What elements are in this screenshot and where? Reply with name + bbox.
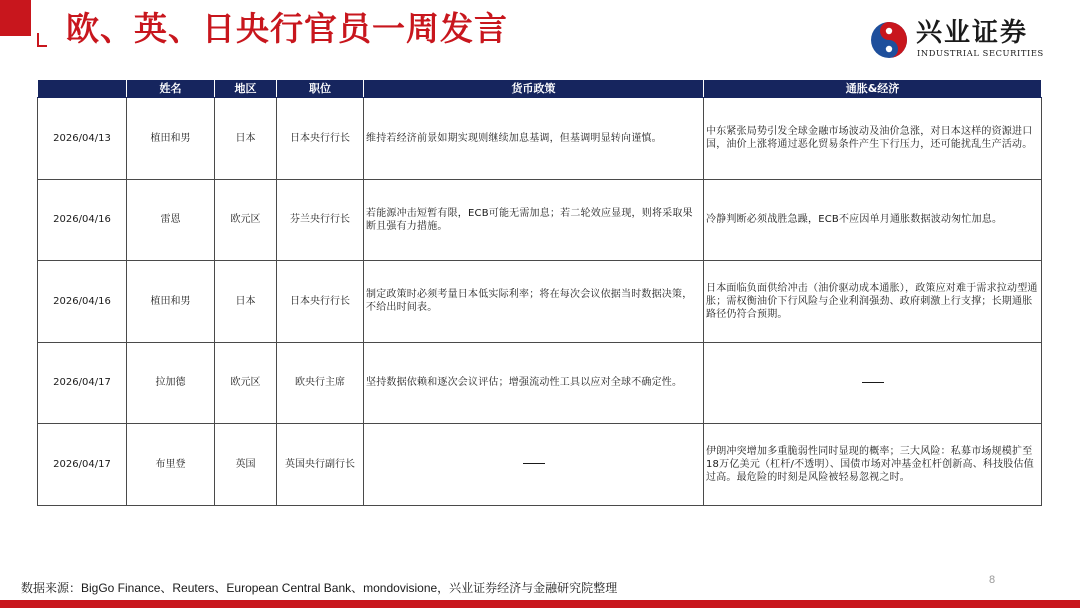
table-header-row — [38, 80, 1042, 98]
cell-monetary-policy: 制定政策时必须考量日本低实际利率；将在每次会议依据当时数据决策，不给出时间表。 — [364, 261, 704, 343]
speeches-table-container — [37, 79, 1041, 506]
speeches-table — [37, 79, 1042, 506]
cell-position: 芬兰央行行长 — [277, 179, 364, 261]
cell-name: 拉加德 — [127, 342, 215, 424]
cell-inflation-economy: 冷静判断必须战胜急躁，ECB不应因单月通胀数据波动匆忙加息。 — [704, 179, 1042, 261]
cell-position: 日本央行行长 — [277, 261, 364, 343]
cell-inflation-economy: 中东紧张局势引发全球金融市场波动及油价急涨，对日本这样的资源进口国，油价上涨将通过恶化贸易条件产生下行压力，还可能扰乱生产活动。 — [704, 98, 1042, 180]
cell-region: 欧元区 — [215, 179, 277, 261]
cell-region: 日本 — [215, 98, 277, 180]
empty-dash — [523, 463, 545, 464]
cell-date: 2026/04/17 — [38, 424, 127, 506]
cell-region: 日本 — [215, 261, 277, 343]
table-row — [38, 342, 1042, 424]
cell-inflation-economy: 伊朗冲突增加多重脆弱性同时显现的概率；三大风险：私募市场规模扩至18万亿美元（杠杆/不透明）、国债市场对冲基金杠杆创新高、科技股估值过高。最危险的时刻是风险被轻易忽视之时。 — [704, 424, 1042, 506]
cell-date: 2026/04/17 — [38, 342, 127, 424]
bottom-accent-bar — [0, 600, 1080, 608]
logo-chinese-name: 兴业证券 — [916, 18, 1029, 48]
cell-monetary-policy: 维持若经济前景如期实现则继续加息基调，但基调明显转向谨慎。 — [364, 98, 704, 180]
empty-dash — [862, 382, 884, 383]
cell-name: 植田和男 — [127, 261, 215, 343]
column-header-date — [38, 80, 127, 98]
data-source-note: 数据来源：BigGo Finance、Reuters、European Central Bank、mondovisione，兴业证券经济与金融研究院整理 — [21, 581, 618, 595]
page-title: 欧、英、日央行官员一周发言 — [66, 9, 508, 48]
cell-name: 雷恩 — [127, 179, 215, 261]
company-logo — [870, 17, 1060, 61]
corner-accent-block — [0, 0, 31, 36]
column-header-position: 职位 — [277, 80, 364, 98]
cell-name: 植田和男 — [127, 98, 215, 180]
page-number: 8 — [989, 574, 996, 586]
logo-english-name: INDUSTRIAL SECURITIES — [917, 48, 1044, 58]
logo-mark-icon — [870, 21, 908, 59]
table-row — [38, 424, 1042, 506]
cell-date: 2026/04/16 — [38, 261, 127, 343]
corner-bracket-accent — [37, 33, 47, 47]
cell-region: 欧元区 — [215, 342, 277, 424]
column-header-region: 地区 — [215, 80, 277, 98]
cell-monetary-policy-empty — [364, 424, 704, 506]
cell-position: 欧央行主席 — [277, 342, 364, 424]
cell-monetary-policy: 坚持数据依赖和逐次会议评估；增强流动性工具以应对全球不确定性。 — [364, 342, 704, 424]
column-header-name: 姓名 — [127, 80, 215, 98]
column-header-inflation-economy: 通胀&经济 — [704, 80, 1042, 98]
cell-position: 日本央行行长 — [277, 98, 364, 180]
cell-inflation-economy: 日本面临负面供给冲击（油价驱动成本通胀），政策应对难于需求拉动型通胀；需权衡油价下行风险与企业利润强劲、政府刺激上行支撑；长期通胀路径仍符合预期。 — [704, 261, 1042, 343]
cell-region: 英国 — [215, 424, 277, 506]
column-header-monetary-policy: 货币政策 — [364, 80, 704, 98]
cell-name: 布里登 — [127, 424, 215, 506]
cell-date: 2026/04/13 — [38, 98, 127, 180]
cell-position: 英国央行副行长 — [277, 424, 364, 506]
cell-inflation-economy-empty — [704, 342, 1042, 424]
table-row — [38, 98, 1042, 180]
table-row — [38, 261, 1042, 343]
cell-date: 2026/04/16 — [38, 179, 127, 261]
table-row — [38, 179, 1042, 261]
cell-monetary-policy: 若能源冲击短暂有限，ECB可能无需加息；若二轮效应显现，则将采取果断且强有力措施。 — [364, 179, 704, 261]
